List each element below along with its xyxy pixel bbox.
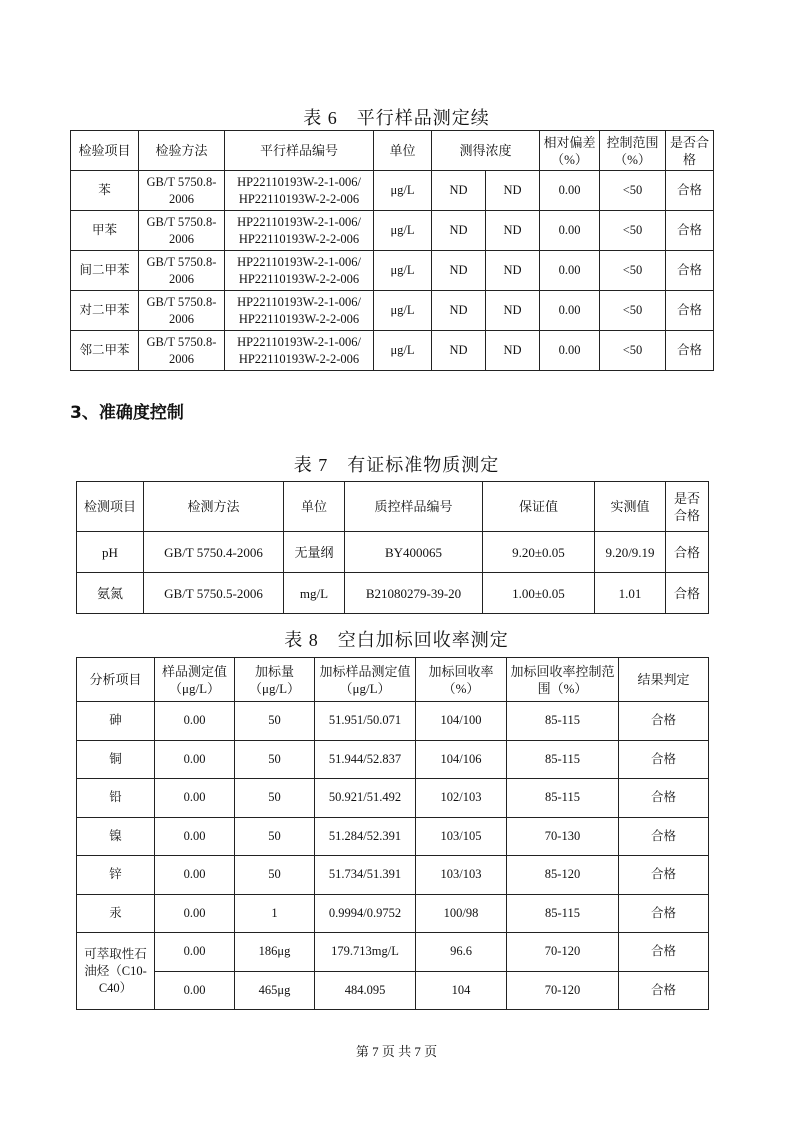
table-cell: μg/L xyxy=(374,331,432,371)
table-row xyxy=(71,251,714,291)
table-cell: 96.6 xyxy=(416,933,507,972)
table7 xyxy=(76,481,709,614)
table-cell: μg/L xyxy=(374,171,432,211)
table-cell: 合格 xyxy=(666,532,709,573)
section-heading: 3、准确度控制 xyxy=(70,403,184,423)
table-cell: GB/T 5750.8-2006 xyxy=(139,211,225,251)
table-cell: 85-115 xyxy=(507,894,619,933)
table-cell: HP22110193W-2-1-006/ HP22110193W-2-2-006 xyxy=(225,291,374,331)
table-cell: ND xyxy=(432,171,486,211)
table-cell: 汞 xyxy=(77,894,155,933)
table-cell: 镍 xyxy=(77,817,155,856)
table-cell: 无量纲 xyxy=(284,532,345,573)
table-cell: ND xyxy=(486,171,540,211)
table-row xyxy=(77,702,709,741)
table6-header-cell: 相对偏差（%） xyxy=(540,131,600,171)
table-cell: HP22110193W-2-1-006/ HP22110193W-2-2-006 xyxy=(225,251,374,291)
table-cell: μg/L xyxy=(374,251,432,291)
table-cell: BY400065 xyxy=(345,532,483,573)
table-cell: 0.00 xyxy=(155,702,235,741)
table-cell: 50 xyxy=(235,779,315,818)
table-cell: GB/T 5750.8-2006 xyxy=(139,291,225,331)
table-cell: GB/T 5750.8-2006 xyxy=(139,171,225,211)
table7-header-cell: 保证值 xyxy=(483,482,595,532)
table-cell: 51.951/50.071 xyxy=(315,702,416,741)
table-cell: 0.00 xyxy=(540,251,600,291)
table-cell: 0.00 xyxy=(540,211,600,251)
table-cell: 铅 xyxy=(77,779,155,818)
table-cell: ND xyxy=(486,211,540,251)
table-cell: 合格 xyxy=(619,779,709,818)
table-cell: 465μg xyxy=(235,971,315,1010)
table-cell: HP22110193W-2-1-006/ HP22110193W-2-2-006 xyxy=(225,171,374,211)
table-cell: 50 xyxy=(235,856,315,895)
table-cell: 50 xyxy=(235,817,315,856)
table-cell: 50 xyxy=(235,740,315,779)
table8-title: 表 8 空白加标回收率测定 xyxy=(284,630,509,650)
table-row xyxy=(77,817,709,856)
table7-header-cell: 实测值 xyxy=(595,482,666,532)
table-row xyxy=(77,856,709,895)
table6-header-cell: 检验方法 xyxy=(139,131,225,171)
table-cell: 砷 xyxy=(77,702,155,741)
table-cell: ND xyxy=(432,251,486,291)
table-cell: 合格 xyxy=(619,856,709,895)
table-cell: 70-130 xyxy=(507,817,619,856)
table-cell: 70-120 xyxy=(507,933,619,972)
table-cell: 100/98 xyxy=(416,894,507,933)
table-cell: 0.00 xyxy=(155,817,235,856)
table7-header-cell: 单位 xyxy=(284,482,345,532)
table-cell: 合格 xyxy=(666,251,714,291)
table8 xyxy=(76,657,709,1010)
table-cell: 484.095 xyxy=(315,971,416,1010)
table-cell: 104/106 xyxy=(416,740,507,779)
table6-header-cell: 控制范围（%） xyxy=(600,131,666,171)
table-cell: 50.921/51.492 xyxy=(315,779,416,818)
table-cell: 合格 xyxy=(619,933,709,972)
table-row xyxy=(71,331,714,371)
table-cell: GB/T 5750.4-2006 xyxy=(144,532,284,573)
table7-header-row xyxy=(77,482,709,532)
table-cell: 间二甲苯 xyxy=(71,251,139,291)
petroleum-item-cell: 可萃取性石油烃（C10-C40） xyxy=(77,933,155,1010)
table-cell: 85-115 xyxy=(507,702,619,741)
table-cell: ND xyxy=(432,331,486,371)
table-cell: 70-120 xyxy=(507,971,619,1010)
table-cell: 51.284/52.391 xyxy=(315,817,416,856)
table6-title: 表 6 平行样品测定续 xyxy=(303,108,490,128)
table-cell: 氨氮 xyxy=(77,573,144,614)
table-row xyxy=(71,211,714,251)
table-cell: 102/103 xyxy=(416,779,507,818)
table-cell: 0.00 xyxy=(540,171,600,211)
table-row xyxy=(71,171,714,211)
table-row xyxy=(77,779,709,818)
table-row xyxy=(77,971,709,1010)
table-cell: ND xyxy=(486,331,540,371)
table-cell: 51.944/52.837 xyxy=(315,740,416,779)
table8-header-cell: 结果判定 xyxy=(619,658,709,702)
table-cell: GB/T 5750.8-2006 xyxy=(139,331,225,371)
table8-header-cell: 分析项目 xyxy=(77,658,155,702)
table-cell: 85-120 xyxy=(507,856,619,895)
table-cell: 合格 xyxy=(666,573,709,614)
table6-header-cell: 测得浓度 xyxy=(432,131,540,171)
table-cell: 0.00 xyxy=(155,856,235,895)
table-cell: 合格 xyxy=(619,817,709,856)
table-cell: HP22110193W-2-1-006/ HP22110193W-2-2-006 xyxy=(225,331,374,371)
table-cell: 合格 xyxy=(666,211,714,251)
table-cell: μg/L xyxy=(374,211,432,251)
table-cell: 1.01 xyxy=(595,573,666,614)
table-cell: 104 xyxy=(416,971,507,1010)
table-cell: GB/T 5750.8-2006 xyxy=(139,251,225,291)
table-cell: 邻二甲苯 xyxy=(71,331,139,371)
table8-header-cell: 加标样品测定值（μg/L） xyxy=(315,658,416,702)
table6-header-row xyxy=(71,131,714,171)
table8-header-cell: 加标回收率控制范围（%） xyxy=(507,658,619,702)
table-cell: HP22110193W-2-1-006/ HP22110193W-2-2-006 xyxy=(225,211,374,251)
table7-title: 表 7 有证标准物质测定 xyxy=(293,455,500,475)
table-cell: 1.00±0.05 xyxy=(483,573,595,614)
table-cell: 合格 xyxy=(666,331,714,371)
table-cell: 0.9994/0.9752 xyxy=(315,894,416,933)
table-cell: 0.00 xyxy=(155,933,235,972)
table-cell: 1 xyxy=(235,894,315,933)
table-cell: mg/L xyxy=(284,573,345,614)
table6-header-cell: 单位 xyxy=(374,131,432,171)
table8-header-cell: 加标回收率（%） xyxy=(416,658,507,702)
table7-header-cell: 质控样品编号 xyxy=(345,482,483,532)
table-cell: <50 xyxy=(600,331,666,371)
table7-header-cell: 检测项目 xyxy=(77,482,144,532)
table-cell: 103/103 xyxy=(416,856,507,895)
table-cell: B21080279-39-20 xyxy=(345,573,483,614)
table8-header-cell: 加标量（μg/L） xyxy=(235,658,315,702)
table-row xyxy=(77,532,709,573)
table-cell: 对二甲苯 xyxy=(71,291,139,331)
table-cell: 甲苯 xyxy=(71,211,139,251)
table6-header-cell: 检验项目 xyxy=(71,131,139,171)
table-cell: <50 xyxy=(600,251,666,291)
table6-header-cell: 是否合格 xyxy=(666,131,714,171)
page-footer: 第 7 页 共 7 页 xyxy=(355,1044,438,1059)
table-cell: 0.00 xyxy=(155,971,235,1010)
table-row xyxy=(77,894,709,933)
table-cell: 9.20±0.05 xyxy=(483,532,595,573)
table-cell: 0.00 xyxy=(155,740,235,779)
table-cell: ND xyxy=(432,211,486,251)
table-cell: 0.00 xyxy=(155,779,235,818)
table-cell: 合格 xyxy=(666,171,714,211)
table-cell: 179.713mg/L xyxy=(315,933,416,972)
table8-header-cell: 样品测定值（μg/L） xyxy=(155,658,235,702)
table-cell: 9.20/9.19 xyxy=(595,532,666,573)
table-cell: 85-115 xyxy=(507,740,619,779)
table-row xyxy=(77,573,709,614)
table-cell: 85-115 xyxy=(507,779,619,818)
table-cell: GB/T 5750.5-2006 xyxy=(144,573,284,614)
table-row xyxy=(71,291,714,331)
table-cell: 铜 xyxy=(77,740,155,779)
table-cell: ND xyxy=(486,251,540,291)
table-cell: 锌 xyxy=(77,856,155,895)
table-cell: 186μg xyxy=(235,933,315,972)
table-cell: 合格 xyxy=(666,291,714,331)
table-cell: 0.00 xyxy=(540,291,600,331)
table-cell: 103/105 xyxy=(416,817,507,856)
table6 xyxy=(70,130,714,371)
table-row xyxy=(77,740,709,779)
table-cell: μg/L xyxy=(374,291,432,331)
table-cell: <50 xyxy=(600,211,666,251)
table-cell: <50 xyxy=(600,171,666,211)
table-cell: 0.00 xyxy=(540,331,600,371)
table-cell: ND xyxy=(432,291,486,331)
table-cell: 合格 xyxy=(619,702,709,741)
table-cell: 苯 xyxy=(71,171,139,211)
table-cell: pH xyxy=(77,532,144,573)
table-cell: ND xyxy=(486,291,540,331)
table-cell: 50 xyxy=(235,702,315,741)
table-cell: 合格 xyxy=(619,894,709,933)
table8-header-row xyxy=(77,658,709,702)
table7-header-cell: 是否合格 xyxy=(666,482,709,532)
table-cell: 合格 xyxy=(619,971,709,1010)
table-cell: 51.734/51.391 xyxy=(315,856,416,895)
table-cell: 104/100 xyxy=(416,702,507,741)
table-cell: 0.00 xyxy=(155,894,235,933)
table-cell: <50 xyxy=(600,291,666,331)
table-cell: 合格 xyxy=(619,740,709,779)
table6-header-cell: 平行样品编号 xyxy=(225,131,374,171)
table7-header-cell: 检测方法 xyxy=(144,482,284,532)
table-row xyxy=(77,933,709,972)
